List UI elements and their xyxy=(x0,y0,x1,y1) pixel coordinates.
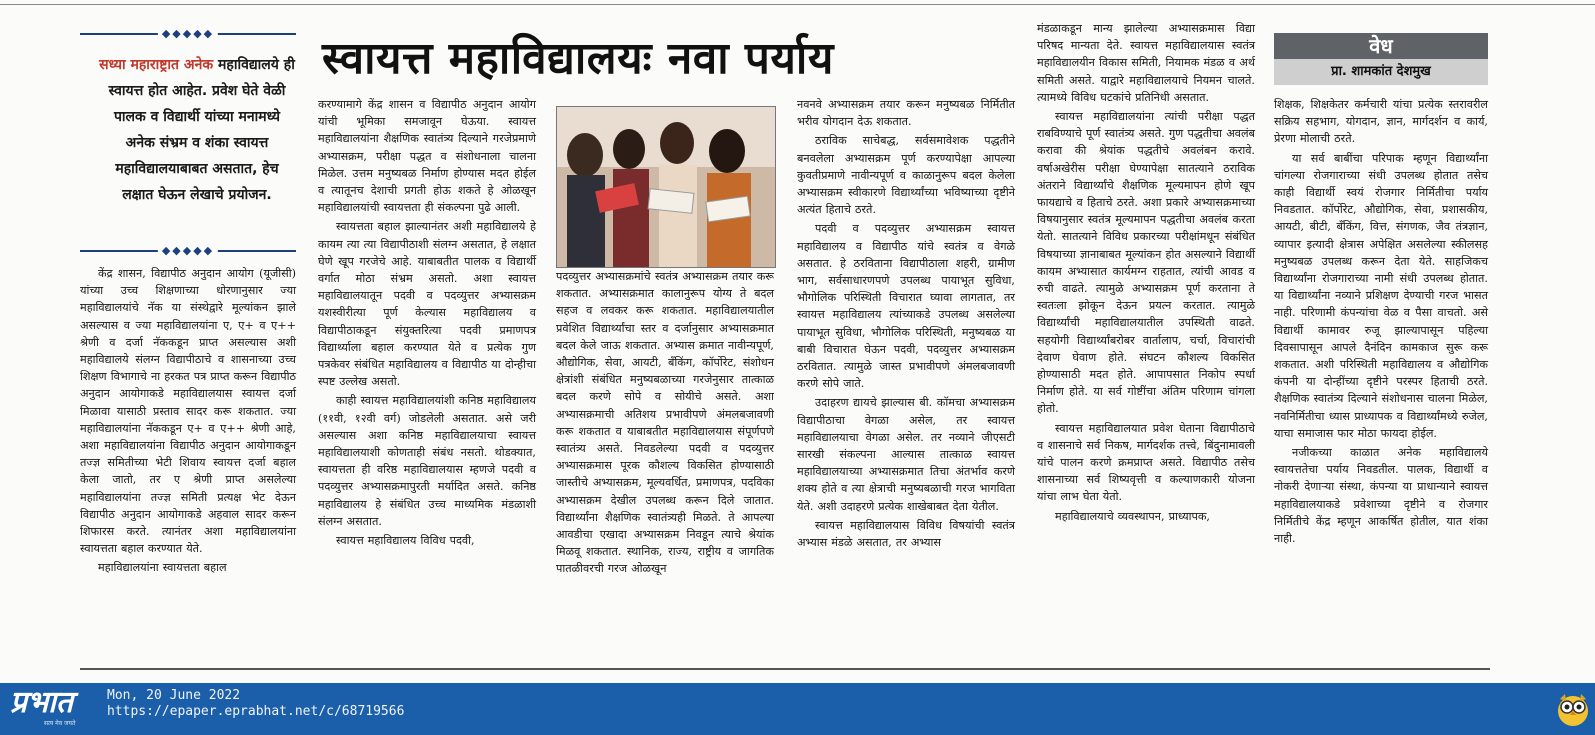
paragraph: पदवी व पदव्युत्तर अभ्यासक्रम स्वायत्त महाविद्यालय व विद्यापीठ यांचे स्वतंत्र व वेगळे असतात. हे ठरविताना विद्यापीठाला शहरी, ग्रामीण भाग, सर्वसाधारणपणे उपलब्ध पायाभूत सुविधा, भौगोलिक परिस्थिती विचारात घ्यावा लागतात, तर स्वायत्त महाविद्यालय त्यांच्याकडे उपलब्ध असलेल्या पायाभूत सुविधा, भौगोलिक परिस्थिती, मनुष्यबळ या बाबी विचारात घेऊन पदवी, पदव्युत्तर अभ्यासक्रम ठरवितात. त्यामुळे जास्त प्रभावीपणे अंमलबजावणी करणे सोपे जाते. xyxy=(797,222,1015,391)
edition-date: Mon, 20 June 2022 xyxy=(107,688,241,703)
article-column-2 xyxy=(318,96,536,551)
top-rule xyxy=(0,4,1595,5)
paragraph: काही स्वायत्त महाविद्यालयांशी कनिष्ठ महाविद्यालय (११वी, १२वी वर्ग) जोडलेली असतात. असे जरी असल्यास अशा कनिष्ठ महाविद्यालयाचा स्वायत्त महाविद्यालयाशी कोणताही संबंध नसतो. थोडक्यात, स्वायत्तता ही वरिष्ठ महाविद्यालयास म्हणजे पदवी व पदव्युत्तर अभ्यासक्रमापुरती मर्यादित असते. कनिष्ठ महाविद्यालय हे संबंधित उच्च माध्यमिक मंडळाशी संलग्न असतात. xyxy=(318,394,536,528)
paragraph: शिक्षक, शिक्षकेतर कर्मचारी यांचा प्रत्येक स्तरावरील सक्रिय सहभाग, योगदान, ज्ञान, मार्गदर्शन व कार्य, प्रेरणा मोलाची ठरते. xyxy=(1274,98,1488,146)
paragraph: स्वायत्त महाविद्यालय विविध पदवी, xyxy=(336,534,475,548)
article-column-6 xyxy=(1274,96,1488,549)
author-name: प्रा. शामकांत देशमुख xyxy=(1274,59,1488,85)
article-column-3 xyxy=(556,268,774,580)
paragraph: महाविद्यालयांना स्वायत्तता बहाल xyxy=(98,561,227,575)
pull-quote xyxy=(98,52,296,208)
article-photo xyxy=(556,106,776,268)
paragraph: या सर्व बाबींचा परिपाक म्हणून विद्यार्थ्यांना चांगल्या रोजगाराच्या संधी उपलब्ध होतात तसेच काही विद्यार्थी स्वयं रोजगार निर्मितीचा पर्याय निवडतात. कॉर्पोरेट, औद्योगिक, सेवा, प्रशासकीय, आयटी, बीटी, बँकिंग, वित्त, संगणक, जैव तंत्रज्ञान, व्यापार इत्यादी क्षेत्रास अपेक्षित असलेल्या स्कीलसह मनुष्यबळ उपलब्ध करून देता येते. साहजिकच विद्यार्थ्यांना रोजगाराच्या नामी संधी उपलब्ध होतात. या विद्यार्थ्यांना नव्याने प्रशिक्षण देण्याची गरज भासत नाही. परिणामी कंपन्यांचा वेळ व पैसा वाचतो. असे विद्यार्थी कामावर रुजू झाल्यापासून पहिल्या दिवसापासून आपले दैनंदिन कामकाज सुरू करू शकतात. अशी परिस्थिती महाविद्यालय व औद्योगिक कंपनी या दोन्हींच्या दृष्टीने परस्पर हिताची ठरते. शैक्षणिक स्वातंत्र्य दिल्याने संशोधनास चालना मिळेल, नवनिर्मितीचा ध्यास प्राध्यापक व विद्यार्थ्यांमध्ये रुजेल, याचा समाजास फार मोठा फायदा होईल. xyxy=(1274,151,1488,440)
bottom-rule xyxy=(80,668,1490,670)
paragraph: पदव्युत्तर अभ्यासक्रमांचे स्वतंत्र अभ्यासक्रम तयार करू शकतात. अभ्यासक्रमात कालानुरूप योग्य ते बदल सहज व लवकर करू शकतात. महाविद्यालयातील प्रवेशित विद्यार्थ्यांचा स्तर व दर्जानुसार अभ्यासक्रमात बदल केले जाऊ शकतात. अभ्यास क्रमात नावीन्यपूर्ण, औद्योगिक, सेवा, आयटी, बँकिंग, कॉर्पोरेट, संशोधन क्षेत्रांशी संबंधित मनुष्यबळाच्या गरजेनुसार तात्काळ बदल करणे सोपे व सोयीचे असते. अशा अभ्यासक्रमाची अतिशय प्रभावीपणे अंमलबजावणी करू शकतात व याबाबतीत महाविद्यालयास संपूर्णपणे स्वातंत्र्य असते. निवडलेल्या पदवी व पदव्युत्तर अभ्यासक्रमास पूरक कौशल्य विकसित होण्यासाठी जास्तीचे अभ्यासक्रम, मूल्यवर्धित, प्रमाणपत्र, पदविका अभ्यासक्रम देखील उपलब्ध करून दिले जातात. विद्यार्थ्यांना शैक्षणिक स्वातंत्र्यही मिळते. ते आपल्या आवडीचा एखादा अभ्यासक्रम निवडून त्याचे श्रेयांक मिळवू शकतात. स्थानिक, राज्य, राष्ट्रीय व जागतिक पातळीवरची गरज ओळखून xyxy=(556,270,774,576)
paragraph: मंडळाकडून मान्य झालेल्या अभ्यासक्रमास विद्या परिषद मान्यता देते. स्वायत्त महाविद्यालयास स्वतंत्र महाविद्यालयीन विकास समिती, नियामक मंडळ व अर्थ समिती असते. याद्वारे महाविद्यालयाचे नियमन चालते. त्यामध्ये विविध घटकांचे प्रतिनिधी असतात. xyxy=(1037,22,1255,104)
paragraph: केंद्र शासन, विद्यापीठ अनुदान आयोग (यूजीसी) यांच्या उच्च शिक्षणाच्या धोरणानुसार ज्या महाविद्यालयांचे नॅक या संस्थेद्वारे मूल्यांकन झाले असल्यास व ज्या महाविद्यालयांना ए, ए+ व ए++ श्रेणी व दर्जा नॅककडून प्राप्त असल्यास अशी महाविद्यालये संलग्न विद्यापीठाचे व शासनाच्या उच्च शिक्षण विभागाचे ना हरकत पत्र प्राप्त करून विद्यापीठ अनुदान आयोगाकडे महाविद्यालयास स्वायत्त दर्जा मिळावा यासाठी प्रस्ताव सादर करू शकतात. ज्या महाविद्यालयांना नॅककडून ए+ व ए++ श्रेणी आहे, अशा महाविद्यालयांना विद्यापीठ अनुदान आयोगाकडून तज्ज्ञ समितीच्या भेटी शिवाय स्वायत्त दर्जा बहाल केला जातो, तर ए श्रेणी प्राप्त असलेल्या महाविद्यालयांना तज्ज्ञ समिती प्रत्यक्ष भेट देऊन विद्यापीठ अनुदान आयोगाकडे अहवाल सादर करून शिफारस करते. त्यानंतर अशा महाविद्यालयांना स्वायत्तता बहाल करण्यात येते. xyxy=(80,267,296,556)
paragraph: महाविद्यालयाचे व्यवस्थापन, प्राध्यापक, xyxy=(1055,509,1210,523)
paragraph: स्वायत्तता बहाल झाल्यानंतर अशी महाविद्यालये हे कायम त्या त्या विद्यापीठाशी संलग्न असतात, हे लक्षात घेणे खूप गरजेचे आहे. याबाबतीत पालक व विद्यार्थी वर्गात मोठा संभ्रम असतो. अशा स्वायत्त महाविद्यालयातून पदवी व पदव्युत्तर अभ्यासक्रम यशस्वीरीत्या पूर्ण केल्यास महाविद्यालय व विद्यापीठाकडून संयुक्तरित्या पदवी प्रमाणपत्र विद्यार्थ्याला बहाल करण्यात येते व प्रत्येक गुण पत्रकेवर संबंधित महाविद्यालय व विद्यापीठ या दोन्हीचा स्पष्ट उल्लेख असतो. xyxy=(318,220,536,389)
pull-quote-bottom-ornament: ◆◆◆◆◆ xyxy=(80,245,296,257)
epaper-footer xyxy=(0,683,1595,735)
headline: स्वायत्त महाविद्यालयः नवा पर्याय xyxy=(322,33,834,84)
pull-quote-top-ornament: ◆◆◆◆◆ xyxy=(80,28,296,40)
paragraph: स्वायत्त महाविद्यालयांना त्यांची परीक्षा पद्धत राबविण्याचे पूर्ण स्वातंत्र्य असते. गुण पद्धतीचा अवलंब करावा की श्रेयांक पद्धतीचे अवलंबन करावे. वर्षाअखेरीस परीक्षा घेण्यापेक्षा सातत्याने ठराविक अंतराने विद्यार्थ्यांचे शैक्षणिक मूल्यमापन होणे खूप फायद्याचे व हिताचे ठरते. अशा प्रकारे अभ्यासक्रमाच्या विषयानुसार स्वतंत्र मूल्यमापन पद्धतीचा अवलंब करता येतो. सातत्याने विविध प्रकारच्या परीक्षांमधून संबंधित विषयाच्या ज्ञानाबाबत मूल्यांकन होत असल्याने विद्यार्थी कायम अभ्यासात कार्यमग्न राहतात, त्यांची आवड व रुची वाढते. त्यामुळे अभ्यासक्रम पूर्ण करताना ते स्वतःला झोकून देऊन प्रयत्न करतात. त्यामुळे विद्यार्थ्यांची महाविद्यालयातील उपस्थिती वाढते. सहयोगी विद्यार्थ्यांबरोबर वार्तालाप, चर्चा, विचारांची देवाण घेवाण होते. संघटन कौशल्य विकसित होण्यासाठी मदत होते. आपापसात निकोप स्पर्धा निर्माण होते. या सर्व गोष्टींचा अंतिम परिणाम चांगला होतो. xyxy=(1037,110,1255,416)
paragraph: नवनवे अभ्यासक्रम तयार करून मनुष्यबळ निर्मितीत भरीव योगदान देऊ शकतात. xyxy=(797,98,1015,129)
paragraph: ठराविक साचेबद्ध, सर्वसमावेशक पद्धतीने बनवलेला अभ्यासक्रम पूर्ण करण्यापेक्षा आपल्या कुवतीप्रमाणे नावीन्यपूर्ण व काळानुरूप बदल केलेला अभ्यासक्रम स्वीकारणे विद्यार्थ्यांच्या भविष्याच्या दृष्टीने अत्यंत हिताचे ठरते. xyxy=(797,134,1015,217)
paragraph: स्वायत्त महाविद्यालयास विविध विषयांची स्वतंत्र अभ्यास मंडळे असतात, तर अभ्यास xyxy=(797,518,1015,550)
paragraph: नजीकच्या काळात अनेक महाविद्यालये स्वायत्ततेचा पर्याय निवडतील. पालक, विद्यार्थी व नोकरी देणाऱ्या संस्था, कंपन्या या प्राधान्याने स्वायत्त महाविद्यालयाकडे प्रवेशाच्या दृष्टीने व रोजगार निर्मितीचे केंद्र म्हणून आकर्षित होतील, यात शंका नाही. xyxy=(1274,446,1488,546)
owl-mascot-icon[interactable] xyxy=(1556,691,1590,727)
article-url[interactable]: https://epaper.eprabhat.net/c/68719566 xyxy=(107,704,405,719)
article-column-1 xyxy=(80,265,296,579)
article-column-5 xyxy=(1037,20,1255,527)
paragraph: उदाहरण द्यायचे झाल्यास बी. कॉमचा अभ्यासक्रम विद्यापीठाचा वेगळा असेल, तर स्वायत्त महाविद्यालयाचा वेगळा असेल. तर नव्याने जीएसटी सारखी संकल्पना आल्यास तात्काळ स्वायत्त महाविद्यालयाच्या अभ्यासक्रमात तिचा अंतर्भाव करणे शक्य होते व त्या क्षेत्राची मनुष्यबळाची गरज भागविता येते. अशी उदाहरणे प्रत्येक शाखेबाबत देता येतील. xyxy=(797,396,1015,513)
pull-quote-text: महाविद्यालये ही स्वायत्त होत आहेत. प्रवेश घेते वेळी पालक व विद्यार्थी यांच्या मनामध्ये अनेक संभ्रम व शंका स्वायत्त महाविद्यालयाबाबत असतात, हेच लक्षात घेऊन लेखाचे प्रयोजन. xyxy=(108,57,295,203)
paragraph: स्वायत्त महाविद्यालयात प्रवेश घेताना विद्यापीठाचे व शासनाचे सर्व निकष, मार्गदर्शक तत्त्वे, बिंदुनामावली यांचे पालन करणे क्रमप्राप्त असते. विद्यापीठ तसेच शासनाच्या सर्व शिष्यवृत्ती व कल्याणकारी योजना यांचा लाभ घेता येतो. xyxy=(1037,421,1255,504)
section-tag: वेध xyxy=(1274,33,1488,59)
logo-tagline: सत्य मेव जयते xyxy=(44,720,76,727)
paragraph: करण्यामागे केंद्र शासन व विद्यापीठ अनुदान आयोग यांची भूमिका समजावून घेऊया. स्वायत्त महाविद्यालयांना शैक्षणिक स्वातंत्र्य दिल्याने गरजेप्रमाणे अभ्यासक्रम, परीक्षा पद्धत व संशोधनाला चालना मिळेल. उत्तम मनुष्यबळ निर्माण होण्यास मदत होईल व त्यातूनच देशाची प्रगती होऊ शकते हे ओळखून महाविद्यालयांची स्वायत्तता ही संकल्पना पुढे आली. xyxy=(318,98,536,215)
students-reading-image xyxy=(557,107,775,267)
prabhat-logo[interactable]: प्रभात xyxy=(10,685,74,720)
byline xyxy=(1274,33,1488,85)
article-column-4 xyxy=(797,96,1015,553)
pull-quote-highlight: सध्या महाराष्ट्रात अनेक xyxy=(99,57,214,73)
